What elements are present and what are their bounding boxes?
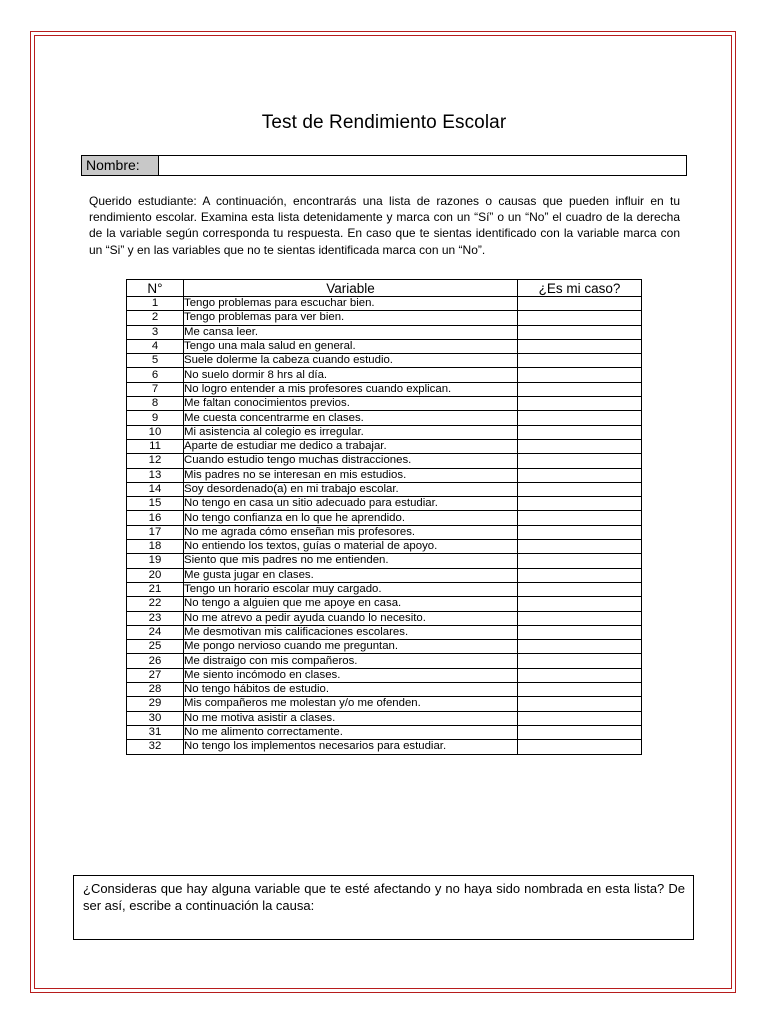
table-row [127, 454, 642, 468]
closing-question-text: ¿Consideras que hay alguna variable que te esté afectando y no haya sido nombrada en esta lista? De ser así, escribe a continuación la causa: [83, 881, 685, 913]
row-number: 12 [127, 454, 184, 468]
row-number: 21 [127, 582, 184, 596]
row-answer-cell[interactable] [518, 597, 642, 611]
row-answer-cell[interactable] [518, 497, 642, 511]
row-number: 17 [127, 525, 184, 539]
row-answer-cell[interactable] [518, 368, 642, 382]
row-number: 30 [127, 711, 184, 725]
row-variable: No entiendo los textos, guías o material de apoyo. [184, 540, 518, 554]
row-answer-cell[interactable] [518, 683, 642, 697]
row-number: 29 [127, 697, 184, 711]
row-answer-cell[interactable] [518, 511, 642, 525]
row-answer-cell[interactable] [518, 425, 642, 439]
row-answer-cell[interactable] [518, 325, 642, 339]
row-variable: No me atrevo a pedir ayuda cuando lo necesito. [184, 611, 518, 625]
row-variable: Me pongo nervioso cuando me preguntan. [184, 640, 518, 654]
table-row [127, 439, 642, 453]
row-variable: Siento que mis padres no me entienden. [184, 554, 518, 568]
table-row [127, 654, 642, 668]
row-number: 10 [127, 425, 184, 439]
table-row [127, 468, 642, 482]
row-variable: No me motiva asistir a clases. [184, 711, 518, 725]
table-row [127, 482, 642, 496]
variables-table [126, 279, 642, 755]
row-answer-cell[interactable] [518, 354, 642, 368]
row-answer-cell[interactable] [518, 397, 642, 411]
row-number: 23 [127, 611, 184, 625]
table-row [127, 683, 642, 697]
row-answer-cell[interactable] [518, 454, 642, 468]
row-answer-cell[interactable] [518, 311, 642, 325]
table-row [127, 511, 642, 525]
row-number: 26 [127, 654, 184, 668]
row-variable: Suele dolerme la cabeza cuando estudio. [184, 354, 518, 368]
row-variable: Tengo una mala salud en general. [184, 339, 518, 353]
row-variable: Tengo problemas para ver bien. [184, 311, 518, 325]
row-answer-cell[interactable] [518, 554, 642, 568]
row-variable: Tengo un horario escolar muy cargado. [184, 582, 518, 596]
row-variable: Cuando estudio tengo muchas distracciones. [184, 454, 518, 468]
row-answer-cell[interactable] [518, 411, 642, 425]
table-row [127, 568, 642, 582]
row-answer-cell[interactable] [518, 697, 642, 711]
row-answer-cell[interactable] [518, 725, 642, 739]
row-number: 9 [127, 411, 184, 425]
header-variable: Variable [184, 280, 518, 297]
row-variable: No tengo los implementos necesarios para estudiar. [184, 740, 518, 754]
table-row [127, 497, 642, 511]
table-row [127, 397, 642, 411]
row-number: 22 [127, 597, 184, 611]
intro-paragraph: Querido estudiante: A continuación, encontrarás una lista de razones o causas que pueden influir en tu rendimiento escolar. Examina esta lista detenidamente y marca con un “Sí” o un “No” el cuadro de la derecha de la variable según corresponda tu respuesta. En caso que te sientas identificado con la variable marca con un “Si” y en las variables que no te sientas identificada marca con un “No”. [89, 194, 680, 257]
row-answer-cell[interactable] [518, 468, 642, 482]
table-row [127, 725, 642, 739]
row-number: 14 [127, 482, 184, 496]
row-variable: Soy desordenado(a) en mi trabajo escolar. [184, 482, 518, 496]
row-variable: Me faltan conocimientos previos. [184, 397, 518, 411]
table-row [127, 640, 642, 654]
row-variable: No tengo confianza en lo que he aprendido. [184, 511, 518, 525]
row-variable: No me agrada cómo enseñan mis profesores. [184, 525, 518, 539]
row-number: 16 [127, 511, 184, 525]
row-answer-cell[interactable] [518, 568, 642, 582]
row-answer-cell[interactable] [518, 525, 642, 539]
row-answer-cell[interactable] [518, 668, 642, 682]
row-number: 1 [127, 297, 184, 311]
table-row [127, 525, 642, 539]
table-row [127, 368, 642, 382]
table-row [127, 697, 642, 711]
table-row [127, 554, 642, 568]
row-answer-cell[interactable] [518, 439, 642, 453]
row-variable: No tengo a alguien que me apoye en casa. [184, 597, 518, 611]
row-answer-cell[interactable] [518, 482, 642, 496]
table-row [127, 611, 642, 625]
row-number: 5 [127, 354, 184, 368]
row-number: 25 [127, 640, 184, 654]
header-number: N° [127, 280, 184, 297]
table-row [127, 597, 642, 611]
row-answer-cell[interactable] [518, 582, 642, 596]
row-number: 4 [127, 339, 184, 353]
row-variable: Me cuesta concentrarme en clases. [184, 411, 518, 425]
table-row [127, 382, 642, 396]
row-number: 18 [127, 540, 184, 554]
row-answer-cell[interactable] [518, 711, 642, 725]
row-number: 32 [127, 740, 184, 754]
table-row [127, 425, 642, 439]
row-answer-cell[interactable] [518, 625, 642, 639]
table-row [127, 625, 642, 639]
table-row [127, 325, 642, 339]
row-variable: No suelo dormir 8 hrs al día. [184, 368, 518, 382]
table-row [127, 311, 642, 325]
row-variable: No me alimento correctamente. [184, 725, 518, 739]
row-number: 19 [127, 554, 184, 568]
row-answer-cell[interactable] [518, 640, 642, 654]
header-answer: ¿Es mi caso? [518, 280, 642, 297]
name-row [81, 155, 687, 176]
table-row [127, 582, 642, 596]
row-number: 31 [127, 725, 184, 739]
row-answer-cell[interactable] [518, 297, 642, 311]
row-variable: No tengo hábitos de estudio. [184, 683, 518, 697]
row-number: 28 [127, 683, 184, 697]
row-answer-cell[interactable] [518, 740, 642, 754]
row-variable: Me gusta jugar en clases. [184, 568, 518, 582]
row-number: 13 [127, 468, 184, 482]
row-answer-cell[interactable] [518, 654, 642, 668]
row-number: 2 [127, 311, 184, 325]
row-number: 11 [127, 439, 184, 453]
row-answer-cell[interactable] [518, 611, 642, 625]
name-field[interactable] [159, 156, 686, 175]
row-variable: Mis compañeros me molestan y/o me ofenden. [184, 697, 518, 711]
row-number: 7 [127, 382, 184, 396]
row-variable: Me desmotivan mis calificaciones escolares. [184, 625, 518, 639]
row-variable: Aparte de estudiar me dedico a trabajar. [184, 439, 518, 453]
row-variable: Tengo problemas para escuchar bien. [184, 297, 518, 311]
table-row [127, 711, 642, 725]
closing-question-box[interactable] [73, 875, 694, 940]
table-row [127, 354, 642, 368]
row-number: 15 [127, 497, 184, 511]
table-header-row [127, 280, 642, 297]
row-number: 24 [127, 625, 184, 639]
row-variable: Mis padres no se interesan en mis estudios. [184, 468, 518, 482]
document-title: Test de Rendimiento Escolar [261, 112, 507, 133]
row-variable: Me siento incómodo en clases. [184, 668, 518, 682]
row-answer-cell[interactable] [518, 382, 642, 396]
table-row [127, 668, 642, 682]
name-label: Nombre: [82, 156, 159, 175]
row-variable: Me distraigo con mis compañeros. [184, 654, 518, 668]
row-number: 6 [127, 368, 184, 382]
table-row [127, 411, 642, 425]
table-row [127, 540, 642, 554]
table-row [127, 297, 642, 311]
row-variable: Me cansa leer. [184, 325, 518, 339]
row-number: 20 [127, 568, 184, 582]
row-answer-cell[interactable] [518, 339, 642, 353]
row-variable: Mi asistencia al colegio es irregular. [184, 425, 518, 439]
row-answer-cell[interactable] [518, 540, 642, 554]
table-row [127, 740, 642, 754]
row-variable: No logro entender a mis profesores cuando explican. [184, 382, 518, 396]
row-variable: No tengo en casa un sitio adecuado para estudiar. [184, 497, 518, 511]
table-row [127, 339, 642, 353]
row-number: 3 [127, 325, 184, 339]
row-number: 8 [127, 397, 184, 411]
row-number: 27 [127, 668, 184, 682]
